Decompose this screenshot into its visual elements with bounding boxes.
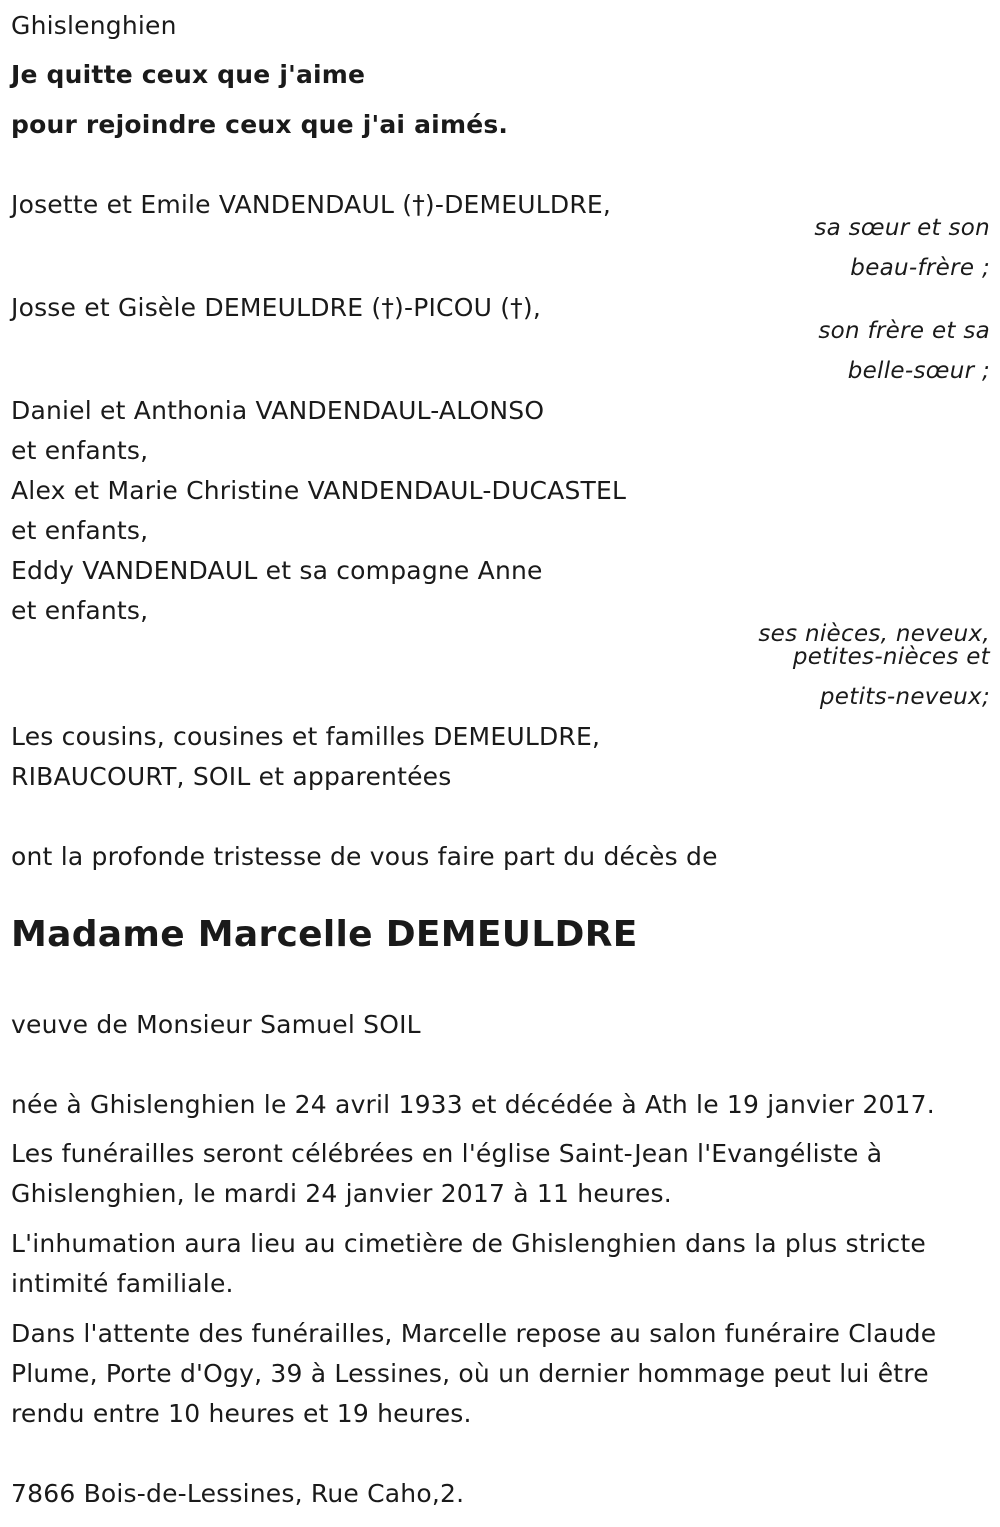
funeral-line-1: Les funérailles seront célébrées en l'église Saint-Jean l'Evangéliste à: [11, 1139, 883, 1168]
rest-line-2: Plume, Porte d'Ogy, 39 à Lessines, où un dernier hommage peut lui être: [11, 1359, 929, 1388]
address: 7866 Bois-de-Lessines, Rue Caho,2.: [11, 1479, 465, 1508]
family-nephews-relation-1: ses nièces, neveux,: [758, 621, 990, 647]
family-nephew-3-line-2: et enfants,: [11, 596, 149, 625]
quote-line-1: Je quitte ceux que j'aime: [11, 60, 366, 89]
birth-death-details: née à Ghislenghien le 24 avril 1933 et décédée à Ath le 19 janvier 2017.: [11, 1090, 935, 1119]
family-sister-relation-2: beau-frère ;: [850, 255, 990, 281]
family-nephews-relation-3: petits-neveux;: [819, 684, 990, 710]
burial-line-2: intimité familiale.: [11, 1269, 234, 1298]
family-nephews-relation-2: petites-nièces et: [792, 644, 990, 670]
family-nephew-1-line-2: et enfants,: [11, 436, 149, 465]
family-nephew-2-line-1: Alex et Marie Christine VANDENDAUL-DUCASTEL: [11, 476, 627, 505]
family-sister: Josette et Emile VANDENDAUL (†)-DEMEULDRE,: [11, 190, 612, 219]
rest-line-3: rendu entre 10 heures et 19 heures.: [11, 1399, 472, 1428]
family-sister-relation-1: sa sœur et son: [814, 215, 990, 241]
family-cousins-line-1: Les cousins, cousines et familles DEMEULDRE,: [11, 722, 601, 751]
family-nephew-1-line-1: Daniel et Anthonia VANDENDAUL-ALONSO: [11, 396, 545, 425]
widow-of: veuve de Monsieur Samuel SOIL: [11, 1010, 421, 1039]
place-heading: Ghislenghien: [11, 11, 177, 40]
family-brother-relation-1: son frère et sa: [818, 318, 990, 344]
family-nephew-3-line-1: Eddy VANDENDAUL et sa compagne Anne: [11, 556, 543, 585]
family-cousins-line-2: RIBAUCOURT, SOIL et apparentées: [11, 762, 452, 791]
rest-line-1: Dans l'attente des funérailles, Marcelle repose au salon funéraire Claude: [11, 1319, 937, 1348]
announcement-text: ont la profonde tristesse de vous faire part du décès de: [11, 842, 718, 871]
family-brother-relation-2: belle-sœur ;: [847, 358, 990, 384]
quote-line-2: pour rejoindre ceux que j'ai aimés.: [11, 110, 509, 139]
burial-line-1: L'inhumation aura lieu au cimetière de Ghislenghien dans la plus stricte: [11, 1229, 926, 1258]
family-brother: Josse et Gisèle DEMEULDRE (†)-PICOU (†),: [11, 293, 541, 322]
deceased-name: Madame Marcelle DEMEULDRE: [11, 914, 638, 955]
family-nephew-2-line-2: et enfants,: [11, 516, 149, 545]
funeral-line-2: Ghislenghien, le mardi 24 janvier 2017 à 11 heures.: [11, 1179, 672, 1208]
